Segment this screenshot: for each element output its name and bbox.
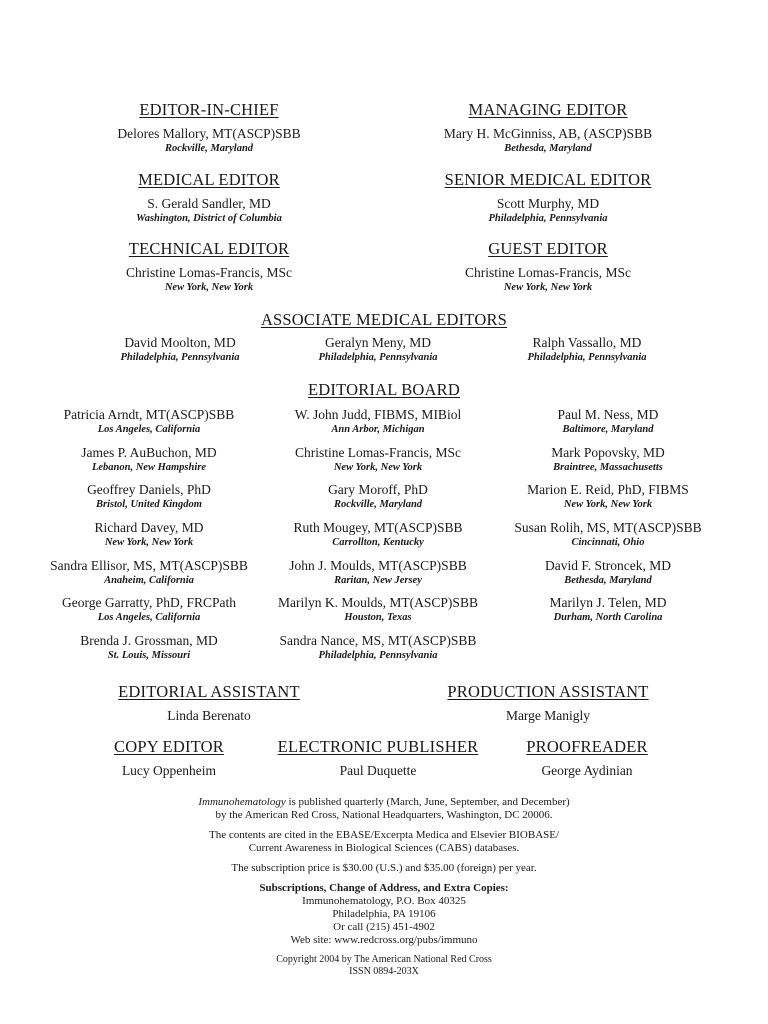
board-member-name: Gary Moroff, PhD (328, 482, 428, 498)
board-member (488, 444, 728, 482)
issn-line: ISSN 0894-203X (349, 966, 419, 977)
board-member-name: Sandra Nance, MS, MT(ASCP)SBB (279, 633, 477, 649)
board-member-location: Raritan, New Jersey (334, 574, 422, 586)
proofreader-section (477, 737, 697, 780)
production-assistant-name: Marge Manigly (505, 708, 591, 723)
medical-editor-heading: MEDICAL EDITOR (138, 170, 280, 189)
board-member-location: St. Louis, Missouri (107, 650, 191, 662)
technical-editor-name: Christine Lomas-Francis, MSc (125, 265, 293, 280)
board-member-name: James P. AuBuchon, MD (81, 444, 217, 460)
senior-medical-editor-name: Scott Murphy, MD (496, 196, 600, 211)
board-member-location: Philadelphia, Pennsylvania (318, 650, 438, 662)
board-member (258, 406, 498, 444)
managing-editor-section (398, 100, 698, 155)
board-member (488, 406, 728, 444)
editorial-assistant-section (59, 682, 359, 725)
board-member-location: New York, New York (333, 461, 423, 473)
board-member-name: John J. Moulds, MT(ASCP)SBB (289, 557, 467, 573)
board-member (488, 481, 728, 519)
subscriptions-title: Subscriptions, Change of Address, and Extra Copies: (259, 882, 509, 894)
technical-editor-heading: TECHNICAL EDITOR (128, 239, 290, 258)
board-member-location: Rockville, Maryland (333, 499, 423, 511)
technical-editor-location: New York, New York (164, 282, 254, 293)
board-member (488, 594, 728, 632)
phone-line: Or call (215) 451-4902 (333, 921, 435, 933)
board-member-location: Anaheim, California (104, 574, 194, 586)
associate-editor-name: Geralyn Meny, MD (325, 335, 431, 350)
board-member-name: Geoffrey Daniels, PhD (87, 482, 211, 498)
editorial-board-column-3 (488, 406, 728, 632)
board-member (258, 557, 498, 595)
guest-editor-location: New York, New York (503, 282, 593, 293)
copyright-block (84, 954, 684, 978)
board-member-location: Cincinnati, Ohio (571, 537, 645, 549)
publication-info (84, 796, 684, 985)
guest-editor-section (398, 239, 698, 294)
medical-editor-name: S. Gerald Sandler, MD (147, 196, 271, 211)
board-member-name: Richard Davey, MD (94, 520, 204, 536)
electronic-publisher-name: Paul Duquette (339, 763, 417, 778)
address-line-2: Philadelphia, PA 19106 (332, 908, 436, 920)
editorial-board-heading-block (234, 380, 534, 400)
board-member-name: Marion E. Reid, PhD, FIBMS (527, 482, 689, 498)
board-member (29, 557, 269, 595)
board-member-location: Durham, North Carolina (553, 612, 663, 624)
senior-medical-editor-location: Philadelphia, Pennsylvania (488, 213, 608, 224)
copy-editor-section (59, 737, 279, 780)
editorial-board-column-1 (29, 406, 269, 670)
medical-editor-section (59, 170, 359, 225)
citation-line-1: The contents are cited in the EBASE/Excerpta Medica and Elsevier BIOBASE/ (208, 829, 560, 841)
electronic-publisher-heading: ELECTRONIC PUBLISHER (277, 737, 479, 756)
copy-editor-name: Lucy Oppenheim (121, 763, 217, 778)
board-member (29, 594, 269, 632)
production-assistant-heading: PRODUCTION ASSISTANT (447, 682, 649, 701)
production-assistant-section (398, 682, 698, 725)
board-member-name: Patricia Arndt, MT(ASCP)SBB (63, 407, 235, 422)
board-member (258, 481, 498, 519)
senior-medical-editor-heading: SENIOR MEDICAL EDITOR (444, 170, 652, 189)
address-line-1: Immunohematology, P.O. Box 40325 (302, 895, 466, 907)
subscription-contact (84, 882, 684, 947)
board-member (258, 594, 498, 632)
board-member-location: New York, New York (104, 537, 194, 549)
electronic-publisher-section (258, 737, 498, 780)
website-line: Web site: www.redcross.org/pubs/immuno (290, 934, 478, 946)
copyright-line: Copyright 2004 by The American National Red Cross (276, 954, 492, 965)
board-member-name: David F. Stroncek, MD (544, 557, 672, 573)
board-member-name: Ruth Mougey, MT(ASCP)SBB (293, 520, 463, 536)
associate-editor-name: Ralph Vassallo, MD (532, 335, 642, 350)
board-member-location: Houston, Texas (344, 612, 412, 624)
managing-editor-location: Bethesda, Maryland (504, 143, 592, 154)
editorial-assistant-heading: EDITORIAL ASSISTANT (118, 682, 300, 701)
board-member-name: Brenda J. Grossman, MD (80, 633, 218, 649)
board-member-location: Carrollton, Kentucky (332, 537, 424, 549)
editor-in-chief-heading: EDITOR-IN-CHIEF (139, 100, 279, 119)
editorial-board-column-2 (258, 406, 498, 670)
subscription-price: The subscription price is $30.00 (U.S.) and $35.00 (foreign) per year. (231, 862, 537, 874)
proofreader-heading: PROOFREADER (526, 737, 648, 756)
associate-editor-item (447, 334, 727, 364)
copy-editor-heading: COPY EDITOR (114, 737, 224, 756)
senior-medical-editor-section (398, 170, 698, 225)
board-member-location: Bristol, United Kingdom (96, 499, 202, 511)
citation-line-2: Current Awareness in Biological Sciences (CABS) databases. (248, 842, 520, 854)
managing-editor-name: Mary H. McGinniss, AB, (ASCP)SBB (443, 126, 653, 141)
board-member-name: Paul M. Ness, MD (557, 407, 659, 422)
board-member-name: Sandra Ellisor, MS, MT(ASCP)SBB (50, 557, 248, 573)
associate-medical-editors-heading-block (184, 310, 584, 330)
board-member-location: Bethesda, Maryland (564, 574, 652, 586)
guest-editor-name: Christine Lomas-Francis, MSc (464, 265, 632, 280)
technical-editor-section (59, 239, 359, 294)
board-member (488, 519, 728, 557)
medical-editor-location: Washington, District of Columbia (136, 213, 282, 224)
board-member (29, 444, 269, 482)
associate-editor-location: Philadelphia, Pennsylvania (318, 352, 438, 363)
associate-medical-editors-heading: ASSOCIATE MEDICAL EDITORS (260, 310, 508, 329)
board-member (258, 632, 498, 670)
board-member-location: Braintree, Massachusetts (553, 461, 663, 473)
board-member (488, 557, 728, 595)
board-member (258, 444, 498, 482)
editor-in-chief-name: Delores Mallory, MT(ASCP)SBB (117, 126, 301, 141)
board-member-name: Christine Lomas-Francis, MSc (294, 444, 462, 460)
proofreader-name: George Aydinian (541, 763, 633, 778)
board-member-name: Susan Rolih, MS, MT(ASCP)SBB (514, 520, 702, 536)
citation-statement (84, 829, 684, 855)
publication-frequency: is published quarterly (March, June, September, and December) (285, 796, 570, 808)
board-member-location: Los Angeles, California (97, 424, 201, 435)
board-member (29, 519, 269, 557)
publisher-line: by the American Red Cross, National Headquarters, Washington, DC 20006. (215, 809, 553, 821)
associate-editor-location: Philadelphia, Pennsylvania (120, 352, 240, 363)
board-member-name: W. John Judd, FIBMS, MIBiol (294, 407, 462, 422)
publication-statement (84, 796, 684, 822)
board-member-name: George Garratty, PhD, FRCPath (62, 595, 236, 611)
board-member (29, 481, 269, 519)
board-member-name: Marilyn K. Moulds, MT(ASCP)SBB (278, 595, 478, 611)
board-member-name: Mark Popovsky, MD (551, 444, 665, 460)
board-member-location: Ann Arbor, Michigan (331, 424, 425, 435)
editorial-assistant-name: Linda Berenato (167, 708, 251, 723)
board-member (29, 406, 269, 444)
board-member (258, 519, 498, 557)
board-member (29, 632, 269, 670)
editorial-board-heading: EDITORIAL BOARD (308, 380, 460, 399)
board-member-name: Marilyn J. Telen, MD (549, 595, 667, 611)
board-member-location: Lebanon, New Hampshire (91, 461, 207, 473)
journal-name: Immunohematology (198, 796, 286, 808)
editor-in-chief-section (59, 100, 359, 155)
board-member-location: New York, New York (563, 499, 653, 511)
managing-editor-heading: MANAGING EDITOR (468, 100, 628, 119)
associate-editor-location: Philadelphia, Pennsylvania (527, 352, 647, 363)
editor-in-chief-location: Rockville, Maryland (164, 143, 254, 154)
board-member-location: Los Angeles, California (97, 612, 201, 624)
board-member-location: Baltimore, Maryland (562, 424, 654, 435)
associate-editor-name: David Moolton, MD (124, 335, 236, 350)
guest-editor-heading: GUEST EDITOR (488, 239, 608, 258)
